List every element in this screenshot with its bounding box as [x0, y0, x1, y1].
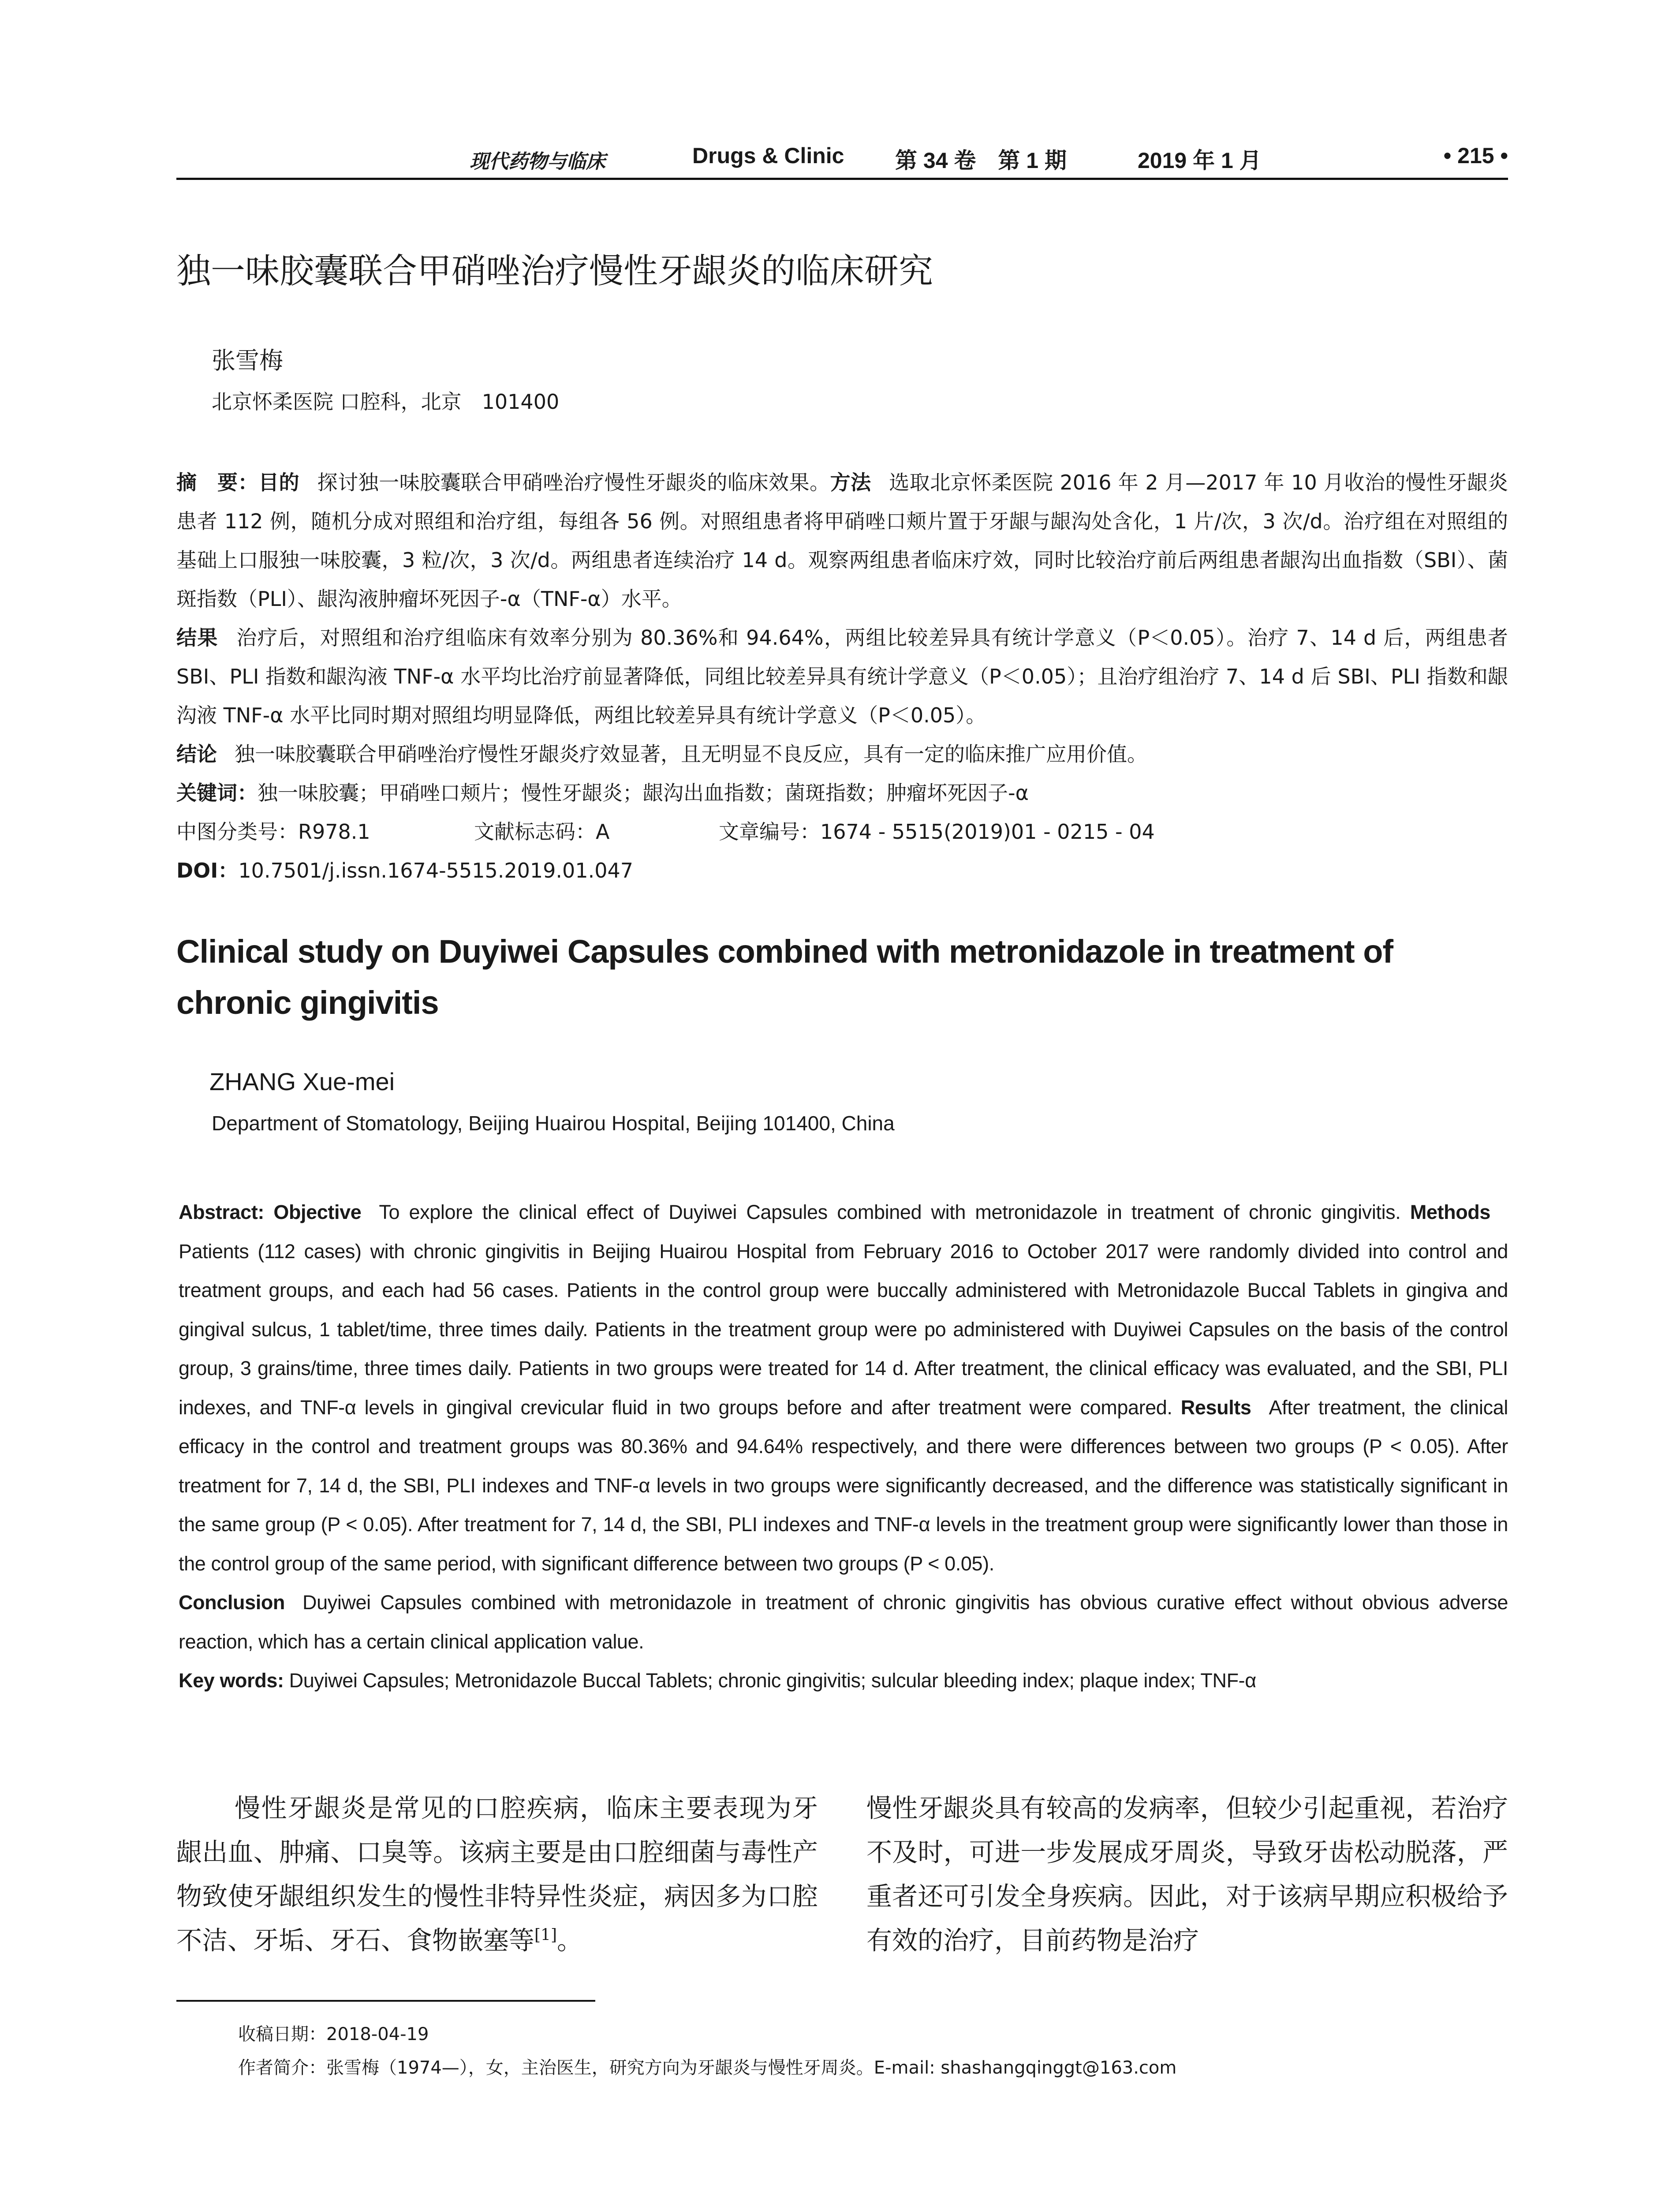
- cn-keywords-label: 关键词：: [176, 781, 258, 805]
- english-abstract: [179, 1193, 1508, 1700]
- cn-doi-line: [176, 851, 1508, 890]
- cn-keywords: 独一味胶囊；甲硝唑口颊片；慢性牙龈炎；龈沟出血指数；菌斑指数；肿瘤坏死因子-α: [258, 781, 1029, 805]
- running-header: [176, 139, 1508, 175]
- english-title: Clinical study on Duyiwei Capsules combined with metronidazole in treatment of chronic gingivitis: [176, 933, 1393, 1021]
- header-date: 2019 年 1 月: [1138, 148, 1262, 173]
- en-methods-label: Methods: [1410, 1201, 1491, 1223]
- en-keywords: Duyiwei Capsules; Metronidazole Buccal Tablets; chronic gingivitis; sulcular bleeding index; plaque index; TNF-α: [289, 1669, 1256, 1692]
- en-objective: To explore the clinical effect of Duyiwei Capsules combined with metronidazole in treatment of chronic gingivitis.: [379, 1201, 1401, 1223]
- english-author: ZHANG Xue-mei: [209, 1068, 395, 1095]
- cn-conclusion: 独一味胶囊联合甲硝唑治疗慢性牙龈炎疗效显著，且无明显不良反应，具有一定的临床推广应用价值。: [235, 742, 1147, 766]
- cn-classification-line: [176, 812, 1508, 851]
- header-journal-cn: 现代药物与临床: [470, 150, 605, 173]
- footnote-received: 收稿日期：2018-04-19: [238, 2024, 429, 2044]
- body-column-left: [176, 1786, 818, 1962]
- header-rule: [176, 178, 1508, 180]
- chinese-title: 独一味胶囊联合甲硝唑治疗慢性牙龈炎的临床研究: [176, 251, 933, 291]
- chinese-affiliation: 北京怀柔医院 口腔科，北京 101400: [212, 390, 560, 414]
- cn-doc-code: 文献标志码：A: [474, 820, 610, 844]
- chinese-author: 张雪梅: [212, 347, 283, 374]
- cn-abstract-label: 摘 要：目的: [176, 471, 300, 494]
- header-volume: 第 34 卷 第 1 期: [895, 148, 1067, 173]
- body-column-right: [866, 1786, 1508, 1962]
- chinese-abstract-body: [176, 463, 1508, 774]
- body-left-text: 慢性牙龈炎是常见的口腔疾病，临床主要表现为牙龈出血、肿痛、口臭等。该病主要是由口腔细菌与毒性产物致使牙龈组织发生的慢性非特异性炎症，病因多为口腔不洁、牙垢、牙石、食物嵌塞等: [176, 1793, 818, 1955]
- cn-results: 治疗后，对照组和治疗组临床有效率分别为 80.36%和 94.64%，两组比较差异具有统计学意义（P＜0.05）。治疗 7、14 d 后，两组患者 SBI、PLI 指数和龈沟液 TNF-α 水平均比治疗前显著降低，同组比较差异具有统计学意义（P＜0.05）；且治疗组治疗 7、14 d 后 SBI、PLI 指数和龈沟液 TNF-α 水平比同时期对照组均明显降低，两组比较差异具有统计学意义（P＜0.05）。: [176, 626, 1508, 727]
- en-conclusion: Duyiwei Capsules combined with metronidazole in treatment of chronic gingivitis has obvious curative effect without obvious adverse reaction, which has a certain clinical application value.: [179, 1591, 1508, 1653]
- body-paragraph-left: [176, 1786, 818, 1962]
- en-abstract-label: Abstract: Objective: [179, 1201, 362, 1223]
- english-affiliation: Department of Stomatology, Beijing Huairou Hospital, Beijing 101400, China: [212, 1112, 895, 1135]
- cn-article-no: 文章编号：1674 - 5515(2019)01 - 0215 - 04: [719, 820, 1155, 844]
- cn-conclusion-label: 结论: [176, 742, 217, 766]
- header-journal-en: Drugs & Clinic: [692, 143, 844, 168]
- footnote-author-info: 作者简介：张雪梅（1974—），女，主治医生，研究方向为牙龈炎与慢性牙周炎。E-mail: shashangqinggt@163.com: [238, 2058, 1177, 2078]
- body-left-end: 。: [557, 1925, 583, 1955]
- en-methods: Patients (112 cases) with chronic gingivitis in Beijing Huairou Hospital from February 2016 to October 2017 were randomly divided into control and treatment groups, and each had 56 cases. Patients in the control group were buccally administered with Metronidazole Buccal Tablets in gingiva and gingival sulcus, 1 tablet/time, three times daily. Patients in the treatment group were po administered with Duyiwei Capsules on the basis of the control group, 3 grains/time, three times daily. Patients in two groups were treated for 14 d. After treatment, the clinical efficacy was evaluated, and the SBI, PLI indexes, and TNF-α levels in gingival crevicular fluid in two groups before and after treatment were compared.: [179, 1240, 1508, 1419]
- citation-ref: [1]: [534, 1926, 557, 1944]
- cn-methods: 选取北京怀柔医院 2016 年 2 月—2017 年 10 月收治的慢性牙龈炎患者 112 例，随机分成对照组和治疗组，每组各 56 例。对照组患者将甲硝唑口颊片置于牙龈与龈沟处含化，1 片/次，3 次/d。治疗组在对照组的基础上口服独一味胶囊，3 粒/次，3 次/d。两组患者连续治疗 14 d。观察两组患者临床疗效，同时比较治疗前后两组患者龈沟出血指数（SBI）、菌斑指数（PLI）、龈沟液肿瘤坏死因子-α（TNF-α）水平。: [176, 471, 1508, 611]
- en-keywords-label: Key words:: [179, 1669, 284, 1692]
- cn-doi: 10.7501/j.issn.1674-5515.2019.01.047: [238, 859, 634, 882]
- body-paragraph-right: 慢性牙龈炎具有较高的发病率，但较少引起重视，若治疗不及时，可进一步发展成牙周炎，导致牙齿松动脱落，严重者还可引发全身疾病。因此，对于该病早期应积极给予有效的治疗，目前药物是治疗: [866, 1793, 1508, 1955]
- cn-methods-label: 方法: [830, 471, 871, 494]
- cn-clc: 中图分类号：R978.1: [176, 820, 370, 844]
- body-text: [176, 1786, 1508, 1971]
- footnote-rule: [176, 2000, 595, 2002]
- english-abstract-body: [179, 1193, 1508, 1661]
- cn-keywords-line: [176, 774, 1508, 812]
- en-keywords-line: [179, 1661, 1508, 1700]
- en-results-label: Results: [1180, 1396, 1251, 1419]
- cn-results-label: 结果: [176, 626, 218, 650]
- cn-doi-label: DOI：: [176, 859, 239, 882]
- cn-objective: 探讨独一味胶囊联合甲硝唑治疗慢性牙龈炎的临床效果。: [317, 471, 830, 494]
- en-results: After treatment, the clinical efficacy in the control and treatment groups was 80.36% and 94.64% respectively, and there were differences between two groups (P < 0.05). After treatment for 7, 14 d, the SBI, PLI indexes and TNF-α levels in two groups were significantly decreased, and the difference was statistically significant in the same group (P < 0.05). After treatment for 7, 14 d, the SBI, PLI indexes and TNF-α levels in the treatment group were significantly lower than those in the control group of the same period, with significant difference between two groups (P < 0.05).: [179, 1396, 1508, 1575]
- chinese-abstract: [176, 463, 1508, 890]
- footnotes: [238, 2018, 1508, 2085]
- header-page-number: • 215 •: [1443, 143, 1508, 168]
- en-conclusion-label: Conclusion: [179, 1591, 285, 1614]
